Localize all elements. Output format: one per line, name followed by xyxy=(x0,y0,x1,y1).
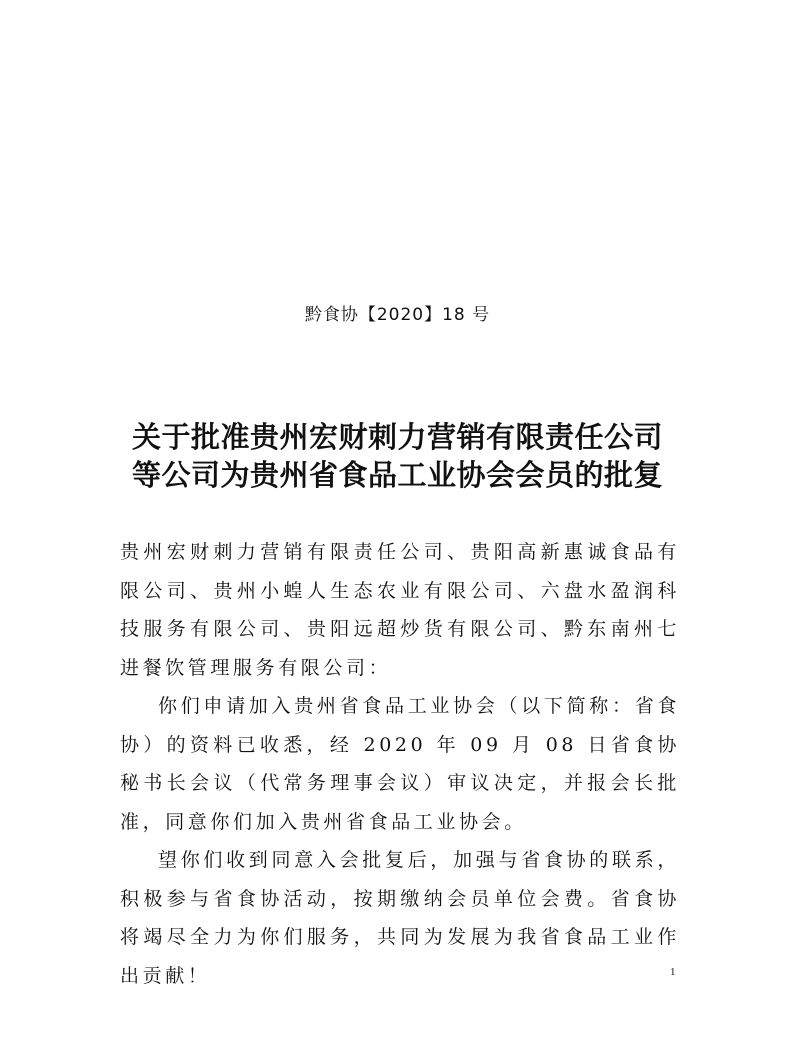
title-line-2: 等公司为贵州省食品工业协会会员的批复 xyxy=(131,458,663,492)
page-number: 1 xyxy=(670,966,676,978)
addressee-paragraph: 贵州宏财刺力营销有限责任公司、贵阳高新惠诚食品有限公司、贵州小蝗人生态农业有限公司、六盘水盈润科技服务有限公司、贵阳远超炒货有限公司、黔东南州七进餐饮管理服务有限公司： xyxy=(120,541,680,679)
document-number: 黔食协【2020】18 号 xyxy=(304,305,491,325)
document-title xyxy=(0,418,795,494)
decision-paragraph: 你们申请加入贵州省食品工业协会（以下简称：省食协）的资料已收悉，经 2020 年 09 月 08 日省食协秘书长会议（代常务理事会议）审议决定，并报会长批准，同意你们加入贵州省食品工业协会。 xyxy=(120,695,680,833)
document-body xyxy=(120,533,680,995)
closing-paragraph: 望你们收到同意入会批复后，加强与省食协的联系，积极参与省食协活动，按期缴纳会员单位会费。省食协将竭尽全力为你们服务，共同为发展为我省食品工业作出贡献！ xyxy=(120,849,680,987)
title-line-1: 关于批准贵州宏财刺力营销有限责任公司 xyxy=(131,420,663,454)
